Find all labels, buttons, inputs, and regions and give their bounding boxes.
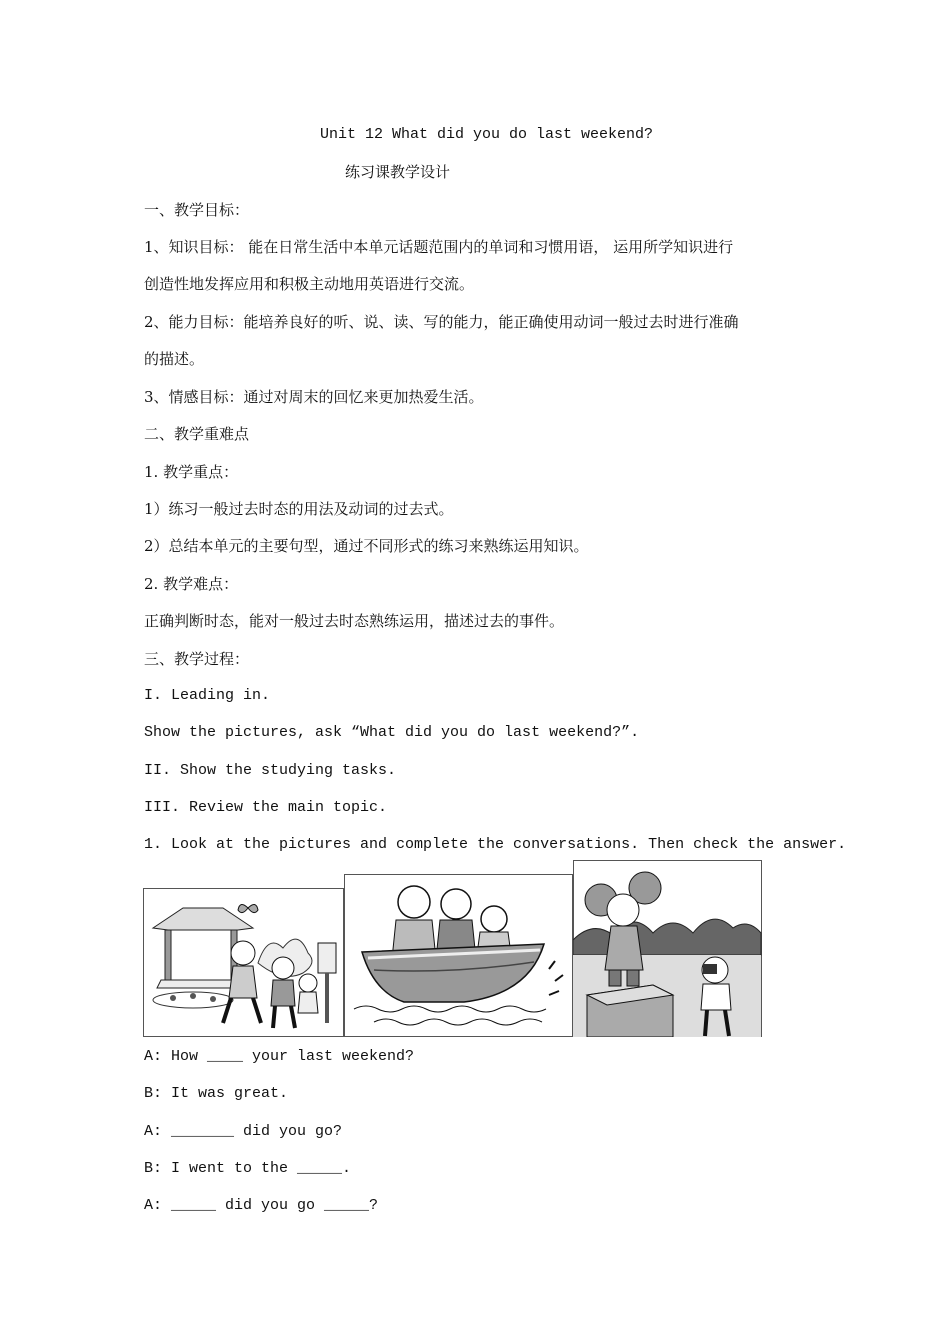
section-heading-objectives: 一、教学目标： (144, 201, 250, 219)
difficulty-heading: 2. 教学难点： (144, 575, 239, 593)
step-3-task: 1. Look at the pictures and complete the conversations. Then check the answer. (144, 836, 847, 853)
step-1-detail: Show the pictures, ask “What did you do last weekend?”. (144, 724, 640, 741)
step-3: III. Review the main topic. (144, 799, 388, 816)
page-title: Unit 12 What did you do last weekend? (320, 126, 654, 143)
boat-rowing-illustration (344, 874, 573, 1037)
step-2: II. Show the studying tasks. (144, 762, 397, 779)
dialogue-line-4: B: I went to the _____. (144, 1160, 352, 1177)
mouse-statue-photo-illustration (573, 860, 762, 1037)
dialogue-line-3: A: _______ did you go? (144, 1123, 343, 1140)
keypoint-1: 1）练习一般过去时态的用法及动词的过去式。 (144, 500, 454, 518)
keypoint-2: 2）总结本单元的主要句型，通过不同形式的练习来熟练运用知识。 (144, 537, 589, 555)
objective-knowledge-line1: 1、知识目标： 能在日常生活中本单元话题范围内的单词和习惯用语， 运用所学知识进行 (144, 238, 734, 256)
objective-knowledge-line2: 创造性地发挥应用和积极主动地用英语进行交流。 (144, 275, 475, 293)
park-kids-illustration (143, 888, 344, 1037)
page-subtitle: 练习课教学设计 (345, 163, 451, 181)
objective-ability-line1: 2、能力目标：能培养良好的听、说、读、写的能力，能正确使用动词一般过去时进行准确 (144, 313, 739, 331)
objective-emotion: 3、情感目标：通过对周末的回忆来更加热爱生活。 (144, 388, 484, 406)
dialogue-line-1: A: How ____ your last weekend? (144, 1048, 415, 1065)
dialogue-line-5: A: _____ did you go _____? (144, 1197, 379, 1214)
section-heading-process: 三、教学过程： (144, 650, 250, 668)
dialogue-line-2: B: It was great. (144, 1085, 289, 1102)
keypoints-heading: 1. 教学重点： (144, 463, 239, 481)
section-heading-keypoints: 二、教学重难点 (144, 425, 250, 443)
objective-ability-line2: 的描述。 (144, 350, 205, 368)
difficulty-1: 正确判断时态，能对一般过去时态熟练运用，描述过去的事件。 (144, 612, 565, 630)
step-1: I. Leading in. (144, 687, 271, 704)
